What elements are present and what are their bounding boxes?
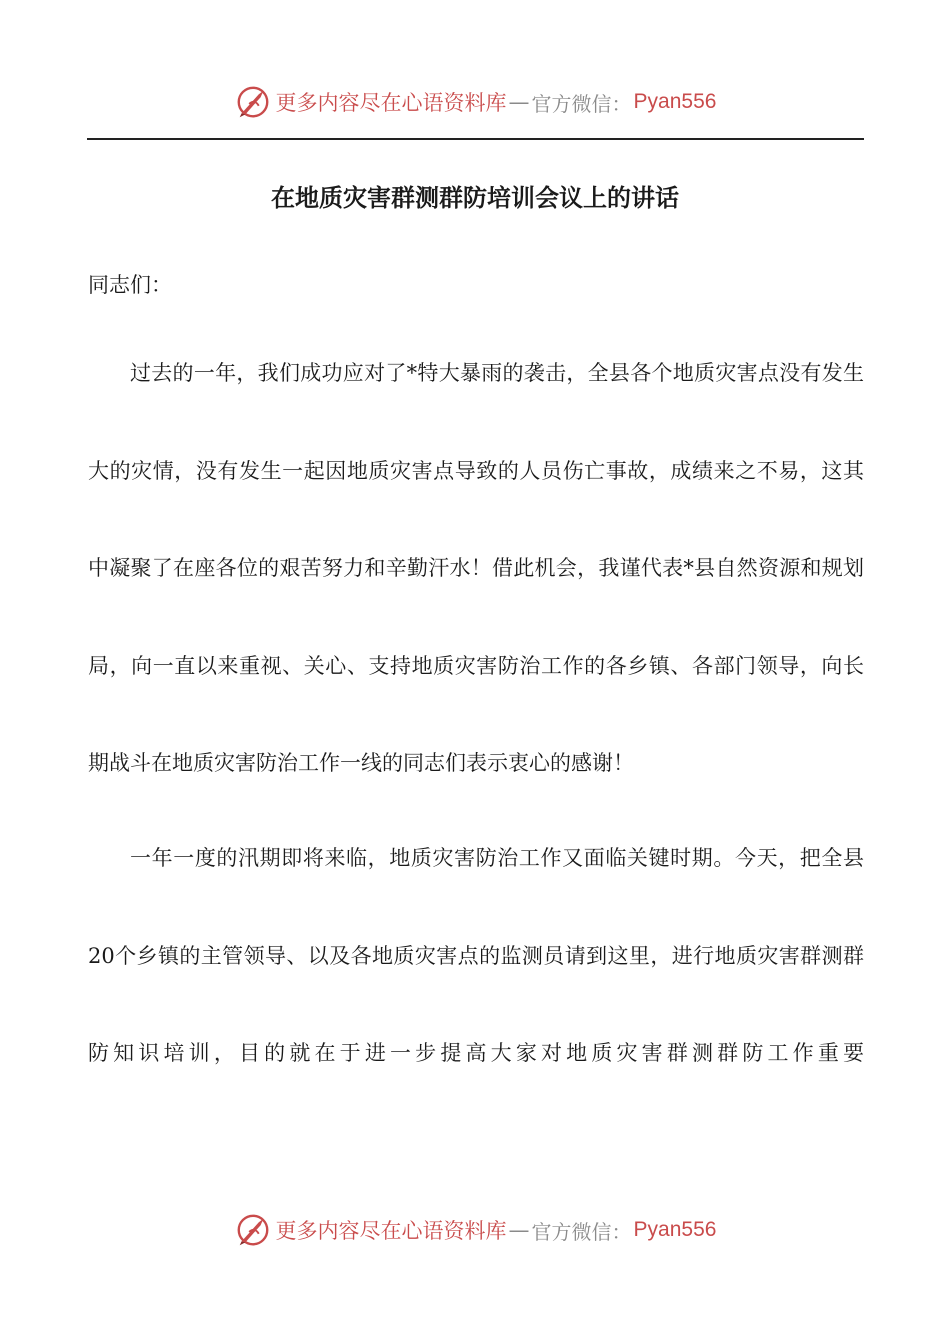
pen-nib-logo-icon [234, 1211, 272, 1249]
brand-text: 更多内容尽在心语资料库 [275, 1219, 507, 1243]
paragraph: 一年一度的汛期即将来临，地质灾害防治工作又面临关键时期。今天，把全县20个乡镇的主管领导、以及各地质灾害点的监测员请到这里，进行地质灾害群测群防知识培训，目的就在于进一步提高大家对地质灾害群测群防工作重要 [88, 846, 864, 1065]
wechat-label: 官方微信： [531, 91, 632, 116]
pen-nib-logo-icon [234, 83, 272, 121]
banner-separator: — [508, 1218, 530, 1242]
wechat-id: Pyan556 [633, 1218, 717, 1241]
footer-banner [0, 1208, 950, 1252]
brand-text: 更多内容尽在心语资料库 [275, 91, 507, 115]
header-divider [87, 138, 864, 140]
document-title: 在地质灾害群测群防培训会议上的讲话 [271, 184, 679, 212]
salutation: 同志们： [88, 273, 172, 297]
banner-separator: — [508, 90, 530, 114]
wechat-id: Pyan556 [633, 90, 717, 113]
header-banner [0, 80, 950, 124]
wechat-label: 官方微信： [531, 1219, 632, 1244]
paragraph: 过去的一年，我们成功应对了*特大暴雨的袭击，全县各个地质灾害点没有发生大的灾情，没有发生一起因地质灾害点导致的人员伤亡事故，成绩来之不易，这其中凝聚了在座各位的艰苦努力和辛勤汗水！借此机会，我谨代表*县自然资源和规划局，向一直以来重视、关心、支持地质灾害防治工作的各乡镇、各部门领导，向长期战斗在地质灾害防治工作一线的同志们表示衷心的感谢！ [88, 361, 864, 775]
